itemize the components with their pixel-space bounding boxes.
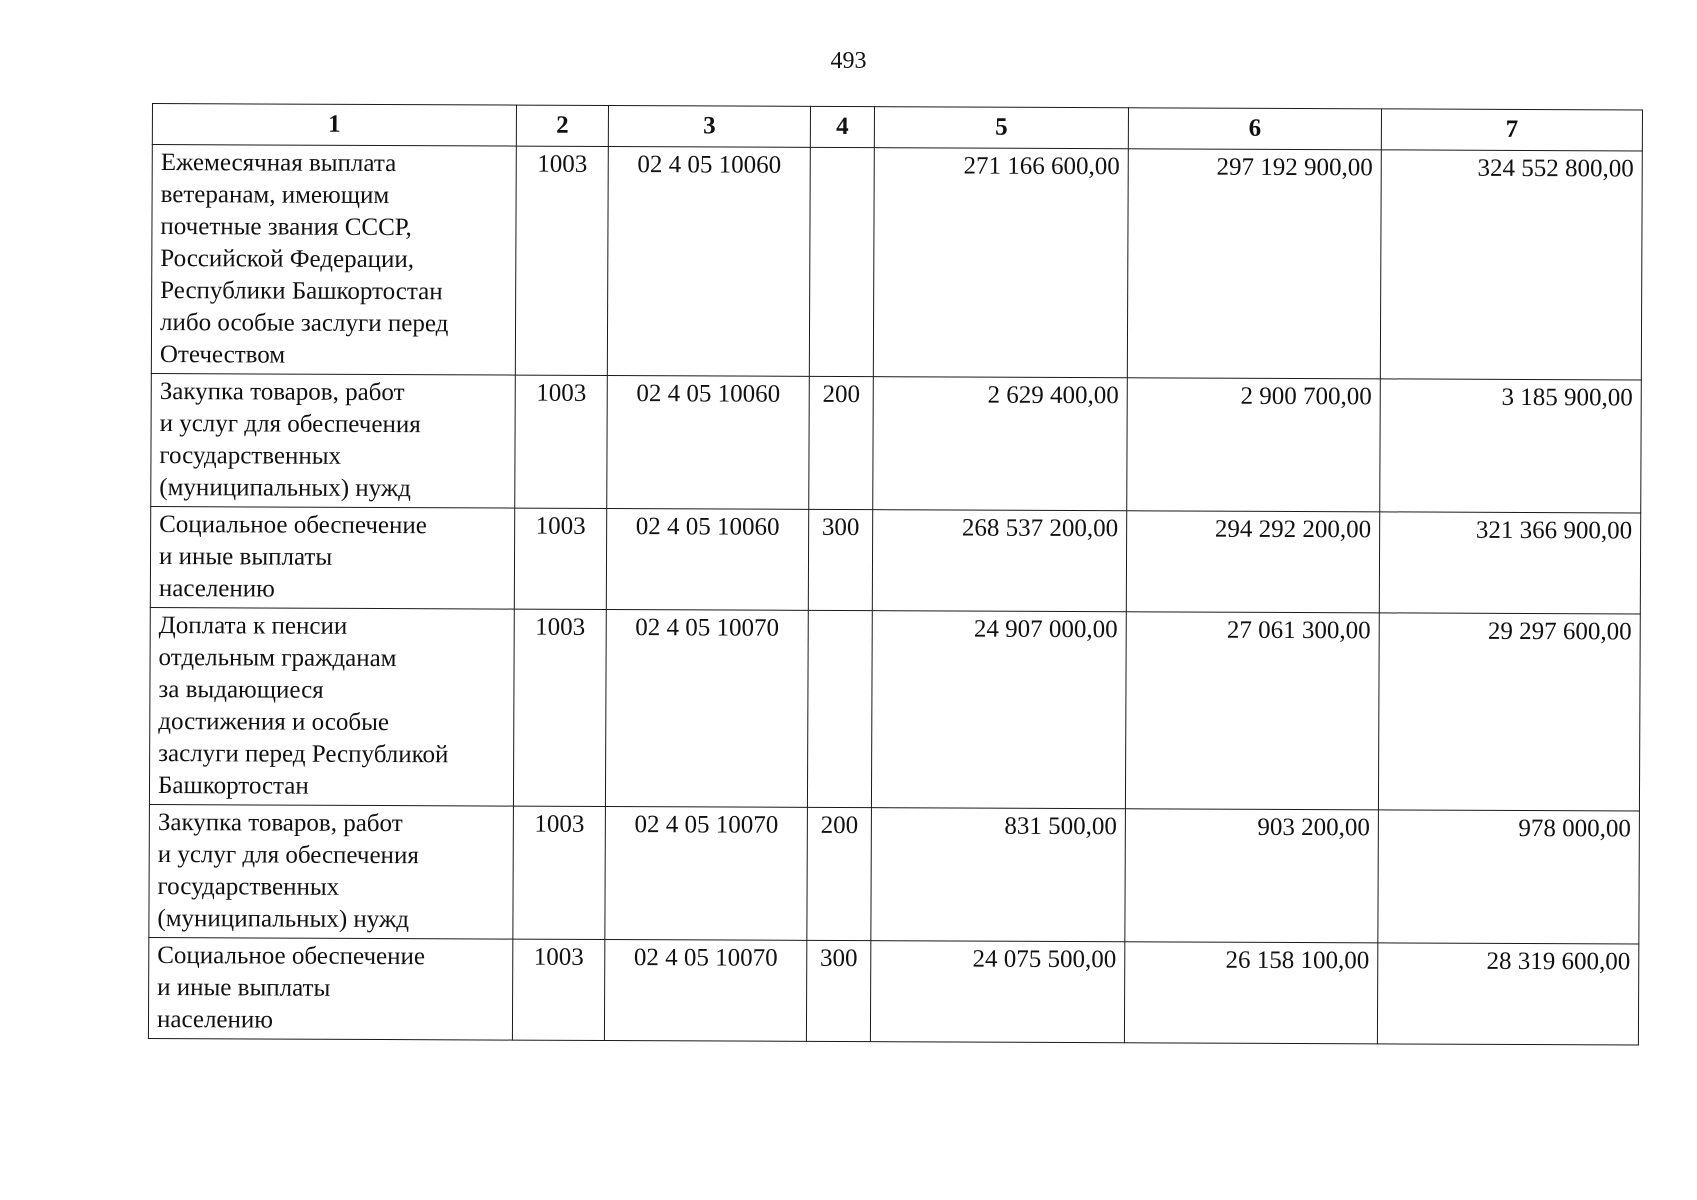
- table-row: [151, 145, 1642, 380]
- row-section: 1003: [513, 609, 606, 806]
- row-section: 1003: [515, 146, 608, 375]
- table-row: [150, 506, 1640, 614]
- row-name: Социальное обеспечение и иные выплаты населению: [148, 937, 512, 1040]
- row-amount-col6: 903 200,00: [1125, 809, 1379, 943]
- row-amount-col7: 978 000,00: [1378, 810, 1640, 944]
- row-amount-col6: 297 192 900,00: [1127, 149, 1381, 379]
- row-expense-kind: 200: [809, 376, 874, 509]
- row-amount-col5: 24 075 500,00: [870, 941, 1124, 1043]
- header-col-7: 7: [1381, 109, 1642, 151]
- row-name: Доплата к пенсии отдельным гражданам за выдающиеся достижения и особые заслуги перед Республикой Башкортостан: [149, 607, 514, 806]
- header-row: [152, 104, 1642, 152]
- table-header: [152, 104, 1642, 152]
- row-expense-kind: 300: [808, 509, 872, 610]
- row-amount-col6: 2 900 700,00: [1127, 378, 1381, 512]
- row-amount-col5: 831 500,00: [871, 808, 1126, 942]
- table-body: [148, 145, 1642, 1045]
- row-amount-col5: 271 166 600,00: [873, 148, 1128, 378]
- row-amount-col7: 3 185 900,00: [1380, 379, 1642, 513]
- row-target-code: 02 4 05 10070: [605, 806, 808, 940]
- row-target-code: 02 4 05 10070: [605, 609, 808, 807]
- row-target-code: 02 4 05 10060: [606, 508, 808, 610]
- header-col-2: 2: [516, 105, 608, 146]
- row-section: 1003: [515, 375, 608, 508]
- row-name: Ежемесячная выплата ветеранам, имеющим почетные звания СССР, Российской Федерации, Республики Башкортостан либо особые заслуги перед Отечеством: [151, 145, 516, 376]
- row-expense-kind: [807, 610, 872, 807]
- row-amount-col7: 28 319 600,00: [1377, 943, 1638, 1045]
- row-name: Социальное обеспечение и иные выплаты населению: [150, 506, 514, 609]
- header-col-5: 5: [874, 107, 1128, 149]
- budget-table: [148, 103, 1643, 1045]
- row-section: 1003: [514, 508, 606, 609]
- header-col-6: 6: [1128, 108, 1381, 150]
- row-target-code: 02 4 05 10070: [604, 939, 806, 1041]
- row-expense-kind: 300: [806, 940, 870, 1041]
- header-col-4: 4: [810, 106, 874, 147]
- row-amount-col5: 268 537 200,00: [872, 510, 1126, 612]
- table-row: [149, 804, 1640, 944]
- table-row: [149, 607, 1640, 810]
- row-name: Закупка товаров, работ и услуг для обеспечения государственных (муниципальных) нужд: [149, 804, 514, 939]
- row-expense-kind: [809, 147, 874, 376]
- row-name: Закупка товаров, работ и услуг для обеспечения государственных (муниципальных) нужд: [151, 373, 516, 508]
- row-amount-col7: 321 366 900,00: [1379, 512, 1640, 614]
- page-number: 493: [830, 48, 867, 74]
- table-row: [148, 937, 1638, 1045]
- row-amount-col7: 29 297 600,00: [1378, 613, 1640, 811]
- row-target-code: 02 4 05 10060: [607, 375, 810, 509]
- row-amount-col6: 27 061 300,00: [1125, 612, 1379, 810]
- row-target-code: 02 4 05 10060: [607, 146, 810, 376]
- header-col-3: 3: [608, 105, 810, 147]
- header-col-1: 1: [152, 104, 516, 147]
- row-section: 1003: [513, 806, 606, 939]
- table-row: [151, 373, 1642, 513]
- row-amount-col6: 26 158 100,00: [1124, 942, 1377, 1044]
- row-amount-col5: 2 629 400,00: [873, 377, 1128, 511]
- row-expense-kind: 200: [807, 807, 872, 940]
- row-amount-col5: 24 907 000,00: [871, 611, 1126, 809]
- row-section: 1003: [512, 939, 604, 1040]
- row-amount-col6: 294 292 200,00: [1126, 511, 1379, 613]
- row-amount-col7: 324 552 800,00: [1380, 150, 1642, 380]
